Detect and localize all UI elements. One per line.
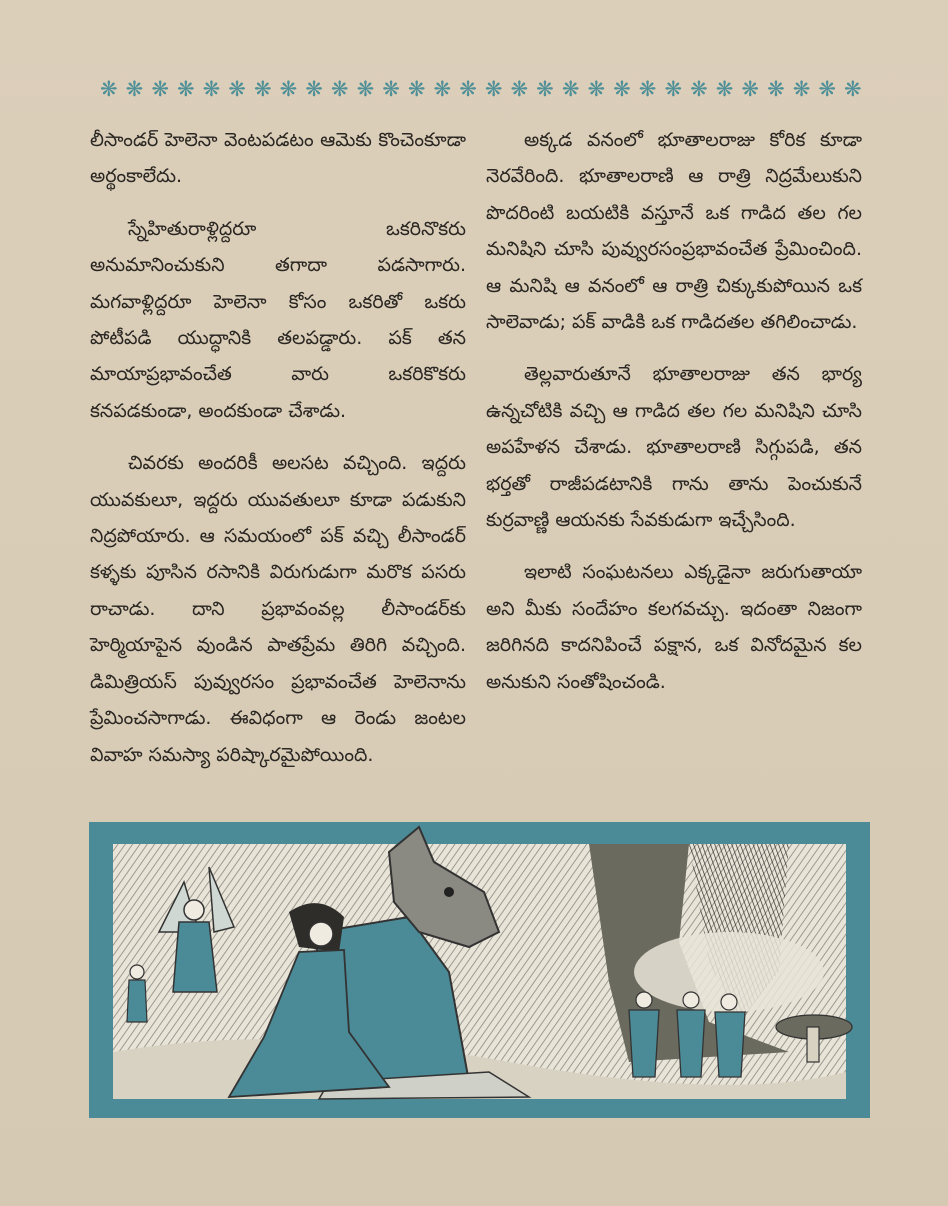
border-motif-icon: ❋	[484, 77, 503, 101]
border-motif-icon: ❋	[228, 77, 246, 101]
border-motif-icon: ❋	[690, 77, 708, 101]
border-motif-icon: ❋	[818, 77, 836, 101]
border-motif-icon: ❋	[638, 77, 657, 101]
border-motif-icon: ❋	[125, 77, 144, 101]
border-motif-icon: ❋	[305, 77, 323, 101]
illustration-art	[89, 822, 870, 1118]
paragraph: స్నేహితురాళ్లిద్దరూ ఒకరినొకరు అనుమానించుకుని తగాదా పడసాగారు. మగవాళ్లిద్దరూ హెలెనా కోసం ఒకరితో ఒకరు పోటీపడి యుద్ధానికి తలపడ్డారు. పక్ తన మాయాప్రభావంచేత వారు ఒకరికొకరు కనపడకుండా, అందకుండా చేశాడు.	[90, 217, 466, 422]
decorative-border	[100, 74, 862, 104]
border-motif-icon: ❋	[382, 77, 400, 101]
border-motif-icon: ❋	[202, 77, 221, 101]
right-text-column	[486, 122, 862, 716]
border-motif-icon: ❋	[151, 77, 169, 101]
border-motif-icon: ❋	[613, 77, 631, 101]
border-motif-icon: ❋	[510, 77, 529, 101]
border-motif-icon: ❋	[253, 77, 272, 101]
paragraph: చివరకు అందరికీ అలసట వచ్చింది. ఇద్దరు యువకులూ, ఇద్దరు యువతులూ కూడా పడుకుని నిద్రపోయారు. ఆ సమయంలో పక్ వచ్చి లీసాండర్ కళ్ళకు పూసిన రసానికి విరుగుడుగా మరొక పసరు రాచాడు. దాని ప్రభావంవల్ల లీసాండర్‌కు హెర్మియాపైన వుండిన పాతప్రేమ తిరిగి వచ్చింది. డిమిత్రియస్ పువ్వురసం ప్రభావంచేత హెలెనాను ప్రేమించసాగాడు. ఈవిధంగా ఆ రెండు జంటల వివాహ సమస్యా పరిష్కారమైపోయింది.	[90, 452, 466, 766]
border-motif-icon: ❋	[844, 77, 862, 101]
paragraph: లీసాండర్ హెలెనా వెంటపడటం ఆమెకు కొంచెంకూడా అర్థంకాలేదు.	[90, 129, 466, 188]
left-text-column	[90, 122, 466, 789]
border-motif-icon: ❋	[536, 77, 554, 101]
border-motif-icon: ❋	[433, 77, 452, 101]
border-motif-icon: ❋	[792, 77, 811, 101]
border-motif-icon: ❋	[176, 77, 195, 101]
border-motif-icon: ❋	[356, 77, 375, 101]
small-fairy	[127, 965, 147, 1022]
border-motif-icon: ❋	[330, 77, 349, 101]
border-motif-icon: ❋	[767, 77, 785, 101]
border-motif-icon: ❋	[741, 77, 760, 101]
paragraph: ఇలాటి సంఘటనలు ఎక్కడైనా జరుగుతాయా అని మీకు సందేహం కలగవచ్చు. ఇదంతా నిజంగా జరిగినది కాదనిపించే పక్షాన, ఒక వినోదమైన కల అనుకుని సంతోషించండి.	[486, 561, 862, 693]
border-motif-icon: ❋	[407, 77, 426, 101]
border-motif-icon: ❋	[100, 77, 118, 101]
border-motif-icon: ❋	[587, 77, 606, 101]
story-illustration	[89, 822, 870, 1118]
border-motif-icon: ❋	[715, 77, 734, 101]
border-motif-icon: ❋	[561, 77, 580, 101]
border-motif-icon: ❋	[279, 77, 298, 101]
elf-group	[629, 992, 745, 1077]
paragraph: తెల్లవారుతూనే భూతాలరాజు తన భార్య ఉన్నచోటికి వచ్చి ఆ గాడిద తల గల మనిషిని చూసి అపహేళన చేశాడు. భూతాలరాణి సిగ్గుపడి, తన భర్తతో రాజీపడటానికి గాను తాను పెంచుకునే కుర్రవాణ్ణి ఆయనకు సేవకుడుగా ఇచ్చేసింది.	[486, 363, 862, 532]
border-motif-icon: ❋	[664, 77, 683, 101]
border-motif-icon: ❋	[459, 77, 477, 101]
paragraph: అక్కడ వనంలో భూతాలరాజు కోరిక కూడా నెరవేరింది. భూతాలరాణి ఆ రాత్రి నిద్రమేలుకుని పొదరింటి బయటికి వస్తూనే ఒక గాడిద తల గల మనిషిని చూసి పువ్వురసంప్రభావంచేత ప్రేమించింది. ఆ మనిషి ఆ వనంలో ఆ రాత్రి చిక్కుకుపోయిన ఒక సాలెవాడు; పక్ వాడికి ఒక గాడిదతల తగిలించాడు.	[486, 129, 862, 334]
